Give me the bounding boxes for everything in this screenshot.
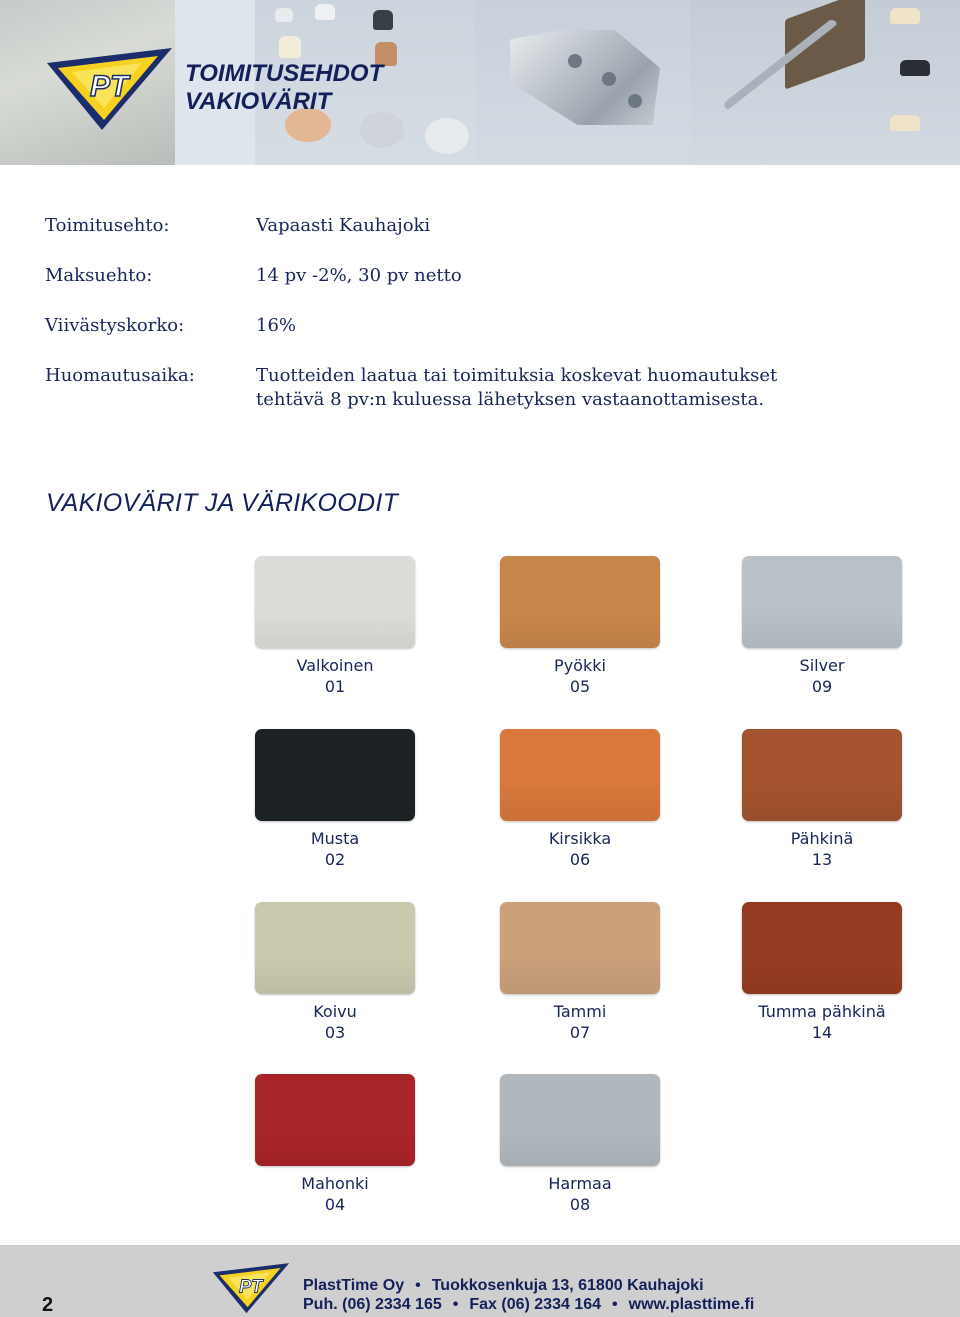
term-value: Vapaasti Kauhajoki — [256, 215, 431, 236]
color-chip — [255, 729, 415, 821]
footer-contact-line — [303, 1296, 754, 1314]
color-code: 09 — [811, 677, 833, 696]
term-label: Maksuehto: — [45, 265, 153, 286]
color-name: Pyökki — [554, 656, 606, 675]
term-value: 14 pv -2%, 30 pv netto — [256, 265, 462, 286]
color-code: 07 — [569, 1023, 591, 1042]
company-name: PlastTime Oy — [303, 1277, 405, 1294]
company-website[interactable]: www.plasttime.fi — [628, 1296, 755, 1313]
color-name: Silver — [799, 656, 845, 675]
plasttime-logo-icon — [42, 38, 177, 133]
term-value: Tuotteiden laatua tai toimituksia koskevat huomautukset — [256, 365, 778, 386]
footer — [0, 1245, 960, 1317]
color-code: 02 — [324, 850, 346, 869]
section-title: VAKIOVÄRIT JA VÄRIKOODIT — [46, 489, 399, 517]
color-chip — [500, 556, 660, 648]
color-chip — [255, 1074, 415, 1166]
term-value-line-2: tehtävä 8 pv:n kuluessa lähetyksen vastaanottamisesta. — [256, 389, 765, 410]
color-chip — [742, 729, 902, 821]
color-name: Musta — [310, 829, 360, 848]
color-chip — [500, 729, 660, 821]
color-chip — [255, 556, 415, 648]
color-chip — [500, 1074, 660, 1166]
svg-text:PT: PT — [90, 70, 129, 103]
color-name: Kirsikka — [548, 829, 612, 848]
color-swatch-mahonki — [255, 1074, 417, 1215]
color-swatch-kirsikka — [500, 729, 662, 870]
color-code: 13 — [811, 850, 833, 869]
title-line-1: TOIMITUSEHDOT — [185, 60, 384, 87]
color-swatch-musta — [255, 729, 417, 870]
color-chip — [500, 902, 660, 994]
color-code: 04 — [324, 1195, 346, 1214]
header-banner — [0, 0, 960, 165]
color-swatch-silver — [742, 556, 904, 697]
title-line-2: VAKIOVÄRIT — [185, 88, 332, 115]
color-swatch-pyokki — [500, 556, 662, 697]
color-swatch-valkoinen — [255, 556, 417, 697]
color-code: 06 — [569, 850, 591, 869]
color-code: 01 — [324, 677, 346, 696]
color-name: Harmaa — [548, 1174, 612, 1193]
separator: • — [612, 1296, 618, 1313]
term-label: Viivästyskorko: — [45, 315, 185, 336]
color-name: Tumma pähkinä — [758, 1002, 886, 1021]
color-swatch-harmaa — [500, 1074, 662, 1215]
page-number: 2 — [42, 1294, 54, 1316]
color-name: Pähkinä — [790, 829, 854, 848]
color-code: 14 — [811, 1023, 833, 1042]
term-label: Huomautusaika: — [45, 365, 195, 386]
color-swatch-koivu — [255, 902, 417, 1043]
footer-address-line — [303, 1277, 704, 1295]
color-chip — [255, 902, 415, 994]
company-address: Tuokkosenkuja 13, 61800 Kauhajoki — [431, 1277, 704, 1294]
color-code: 05 — [569, 677, 591, 696]
svg-text:PT: PT — [239, 1275, 263, 1297]
color-chip — [742, 556, 902, 648]
term-label: Toimitusehto: — [45, 215, 170, 236]
separator: • — [415, 1277, 421, 1294]
color-name: Koivu — [313, 1002, 357, 1021]
plasttime-logo-icon — [206, 1257, 296, 1315]
page-title — [185, 60, 383, 116]
color-name: Valkoinen — [296, 656, 374, 675]
term-value: 16% — [256, 315, 297, 336]
color-name: Tammi — [553, 1002, 607, 1021]
company-phone: Puh. (06) 2334 165 — [303, 1296, 442, 1313]
company-fax: Fax (06) 2334 164 — [469, 1296, 602, 1313]
header-photo-clips — [690, 0, 960, 165]
color-swatch-tumma-pahkina — [742, 902, 904, 1043]
separator: • — [452, 1296, 459, 1313]
color-code: 03 — [324, 1023, 346, 1042]
color-chip — [742, 902, 902, 994]
color-swatch-pahkina — [742, 729, 904, 870]
color-code: 08 — [569, 1195, 591, 1214]
color-swatch-tammi — [500, 902, 662, 1043]
color-name: Mahonki — [301, 1174, 369, 1193]
